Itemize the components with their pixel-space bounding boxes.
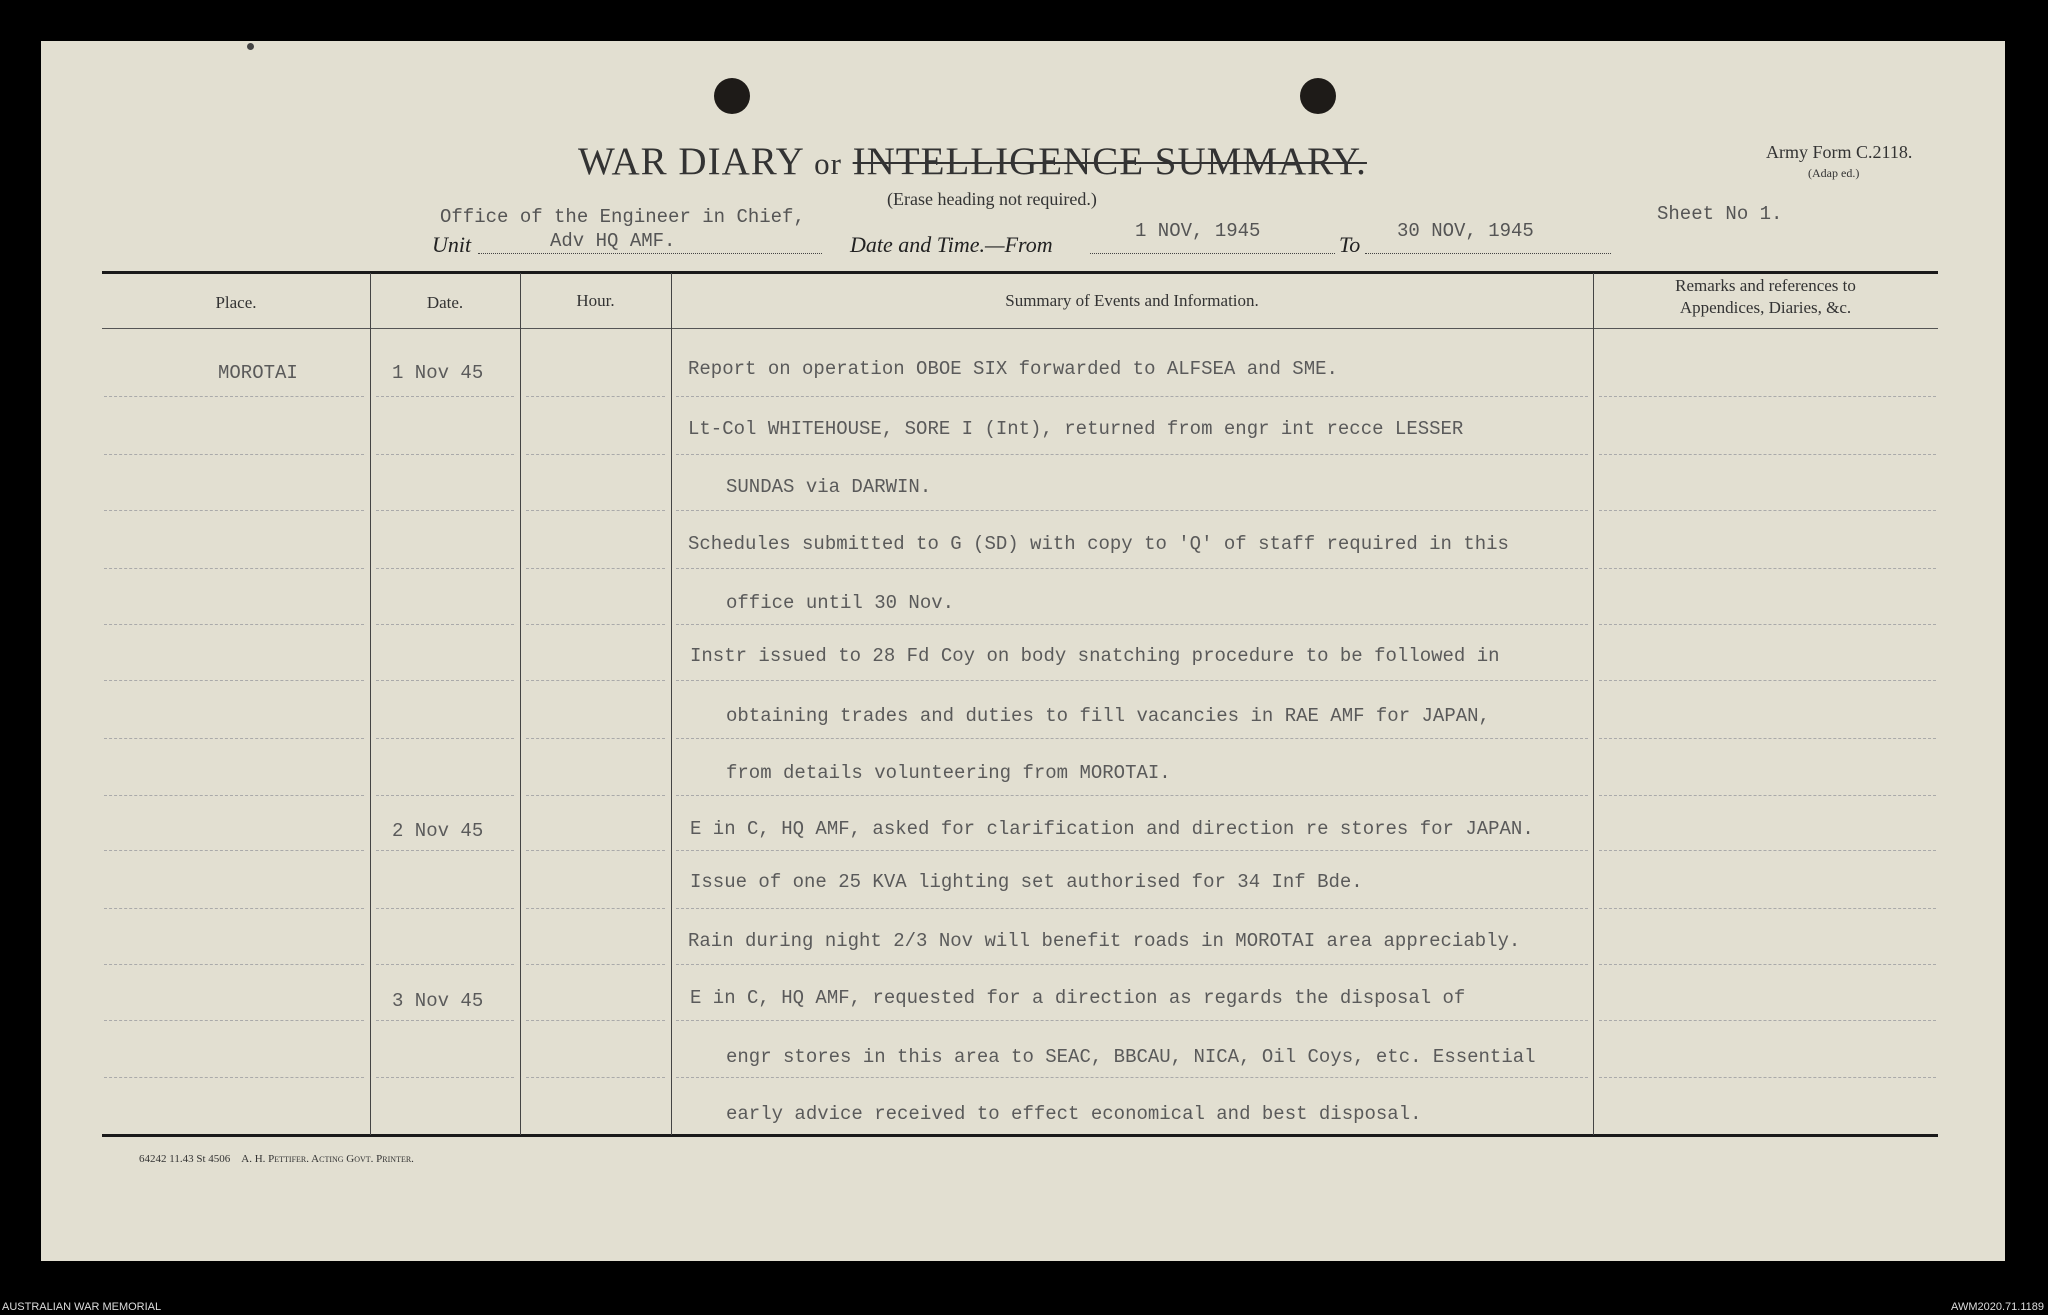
ruled-line: [676, 680, 1588, 681]
ruled-line: [104, 396, 364, 397]
summary-line: office until 30 Nov.: [726, 592, 955, 614]
ruled-line: [104, 1020, 364, 1021]
date-from-label: Date and Time.—From: [850, 232, 1053, 257]
ruled-line: [376, 795, 514, 796]
summary-line: Issue of one 25 KVA lighting set authorised for 34 Inf Bde.: [690, 871, 1363, 893]
ruled-line: [676, 396, 1588, 397]
date-cell-3: 3 Nov 45: [392, 990, 484, 1012]
summary-line: Rain during night 2/3 Nov will benefit roads in MOROTAI area appreciably.: [688, 930, 1521, 952]
summary-line: Lt-Col WHITEHOUSE, SORE I (Int), returned from engr int recce LESSER: [688, 418, 1464, 440]
printer-name: A. H. Pettifer. Acting Govt. Printer.: [241, 1153, 414, 1165]
ruled-line: [1599, 850, 1936, 851]
sheet-number: Sheet No 1.: [1657, 203, 1783, 225]
ruled-line: [376, 850, 514, 851]
summary-line: E in C, HQ AMF, asked for clarification and direction re stores for JAPAN.: [690, 818, 1534, 840]
ruled-line: [676, 1020, 1588, 1021]
summary-line: Report on operation OBOE SIX forwarded to ALFSEA and SME.: [688, 358, 1338, 380]
ruled-line: [104, 454, 364, 455]
ruled-line: [104, 510, 364, 511]
header-date: Date.: [426, 293, 464, 312]
date-from-value: 1 NOV, 1945: [1135, 220, 1261, 242]
header-place: Place.: [215, 293, 257, 312]
ruled-line: [526, 568, 665, 569]
column-divider-2: [520, 273, 521, 1135]
ruled-line: [676, 850, 1588, 851]
ruled-line: [1599, 738, 1936, 739]
printer-imprint: [139, 1153, 414, 1165]
unit-label: Unit: [432, 232, 472, 257]
ruled-line: [676, 964, 1588, 965]
ruled-line: [676, 510, 1588, 511]
ruled-line: [526, 510, 665, 511]
date-cell-2: 2 Nov 45: [392, 820, 484, 842]
ruled-line: [1599, 1020, 1936, 1021]
header-hour: Hour.: [576, 291, 615, 310]
ruled-line: [1599, 908, 1936, 909]
ruled-line: [676, 908, 1588, 909]
header-remarks-line-2: Appendices, Diaries, &c.: [1679, 298, 1852, 317]
ruled-line: [376, 738, 514, 739]
summary-line: obtaining trades and duties to fill vacancies in RAE AMF for JAPAN,: [726, 705, 1490, 727]
summary-line: Schedules submitted to G (SD) with copy to 'Q' of staff required in this: [688, 533, 1509, 555]
date-to-value: 30 NOV, 1945: [1397, 220, 1534, 242]
ruled-line: [526, 680, 665, 681]
title-war-diary: WAR DIARY: [578, 140, 804, 183]
summary-line: Instr issued to 28 Fd Coy on body snatching procedure to be followed in: [690, 645, 1500, 667]
column-divider-1: [370, 273, 371, 1135]
ruled-line: [526, 850, 665, 851]
ruled-line: [376, 624, 514, 625]
ruled-line: [676, 738, 1588, 739]
ruled-line: [526, 908, 665, 909]
ruled-line: [1599, 568, 1936, 569]
ruled-line: [376, 396, 514, 397]
ruled-line: [1599, 1077, 1936, 1078]
summary-line: E in C, HQ AMF, requested for a direction as regards the disposal of: [690, 987, 1466, 1009]
ruled-line: [526, 795, 665, 796]
date-cell-1: 1 Nov 45: [392, 362, 484, 384]
place-cell: MOROTAI: [218, 362, 298, 384]
header-summary: Summary of Events and Information.: [1005, 291, 1259, 310]
title-or: or: [814, 146, 842, 181]
header-remarks-line-1: Remarks and references to: [1675, 276, 1856, 295]
ruled-line: [376, 1077, 514, 1078]
column-divider-3: [671, 273, 672, 1135]
ruled-line: [1599, 964, 1936, 965]
unit-line-1: Office of the Engineer in Chief,: [440, 206, 805, 228]
printer-code: 64242 11.43 St 4506: [139, 1153, 231, 1165]
ruled-line: [526, 396, 665, 397]
ruled-line: [1599, 795, 1936, 796]
ruled-line: [104, 738, 364, 739]
ruled-line: [1599, 396, 1936, 397]
ruled-line: [1599, 680, 1936, 681]
ruled-line: [104, 850, 364, 851]
ruled-line: [104, 1077, 364, 1078]
unit-line-2: Adv HQ AMF.: [550, 230, 676, 252]
punch-hole-right: [1300, 78, 1336, 114]
ruled-line: [1599, 510, 1936, 511]
ruled-line: [376, 908, 514, 909]
ruled-line: [526, 964, 665, 965]
summary-line: engr stores in this area to SEAC, BBCAU, NICA, Oil Coys, etc. Essential: [726, 1046, 1536, 1068]
table-top-rule: [102, 271, 1938, 274]
archive-credit: AUSTRALIAN WAR MEMORIAL: [2, 1301, 162, 1313]
ruled-line: [526, 624, 665, 625]
ruled-line: [1599, 454, 1936, 455]
punch-mark: [247, 43, 254, 50]
date-from-dotted-line: [1090, 253, 1335, 254]
summary-line: early advice received to effect economical and best disposal.: [726, 1103, 1422, 1125]
summary-line: SUNDAS via DARWIN.: [726, 476, 932, 498]
ruled-line: [376, 964, 514, 965]
summary-line: from details volunteering from MOROTAI.: [726, 762, 1171, 784]
erase-note: (Erase heading not required.): [887, 189, 1097, 209]
ruled-line: [526, 1077, 665, 1078]
ruled-line: [526, 1020, 665, 1021]
ruled-line: [104, 908, 364, 909]
title-intelligence-summary: INTELLIGENCE SUMMARY.: [852, 140, 1367, 183]
ruled-line: [104, 680, 364, 681]
ruled-line: [104, 568, 364, 569]
ruled-line: [376, 568, 514, 569]
column-divider-4: [1593, 273, 1594, 1135]
ruled-line: [526, 454, 665, 455]
date-to-label: To: [1339, 232, 1361, 257]
ruled-line: [376, 510, 514, 511]
ruled-line: [104, 624, 364, 625]
ruled-line: [376, 454, 514, 455]
ruled-line: [104, 964, 364, 965]
header-rule: [102, 328, 1938, 329]
date-to-dotted-line: [1365, 253, 1611, 254]
ruled-line: [1599, 624, 1936, 625]
ruled-line: [676, 795, 1588, 796]
ruled-line: [376, 680, 514, 681]
ruled-line: [676, 568, 1588, 569]
army-form-number: Army Form C.2118.: [1766, 142, 1913, 162]
ruled-line: [104, 795, 364, 796]
table-bottom-rule: [102, 1134, 1938, 1137]
ruled-line: [526, 738, 665, 739]
ruled-line: [376, 1020, 514, 1021]
punch-hole-left: [714, 78, 750, 114]
ruled-line: [676, 1077, 1588, 1078]
archive-reference: AWM2020.71.1189: [1951, 1301, 2044, 1313]
form-title: [578, 139, 1367, 184]
unit-dotted-line: [478, 253, 822, 254]
adapted-note: (Adap ed.): [1808, 166, 1860, 180]
ruled-line: [676, 454, 1588, 455]
ruled-line: [676, 624, 1588, 625]
